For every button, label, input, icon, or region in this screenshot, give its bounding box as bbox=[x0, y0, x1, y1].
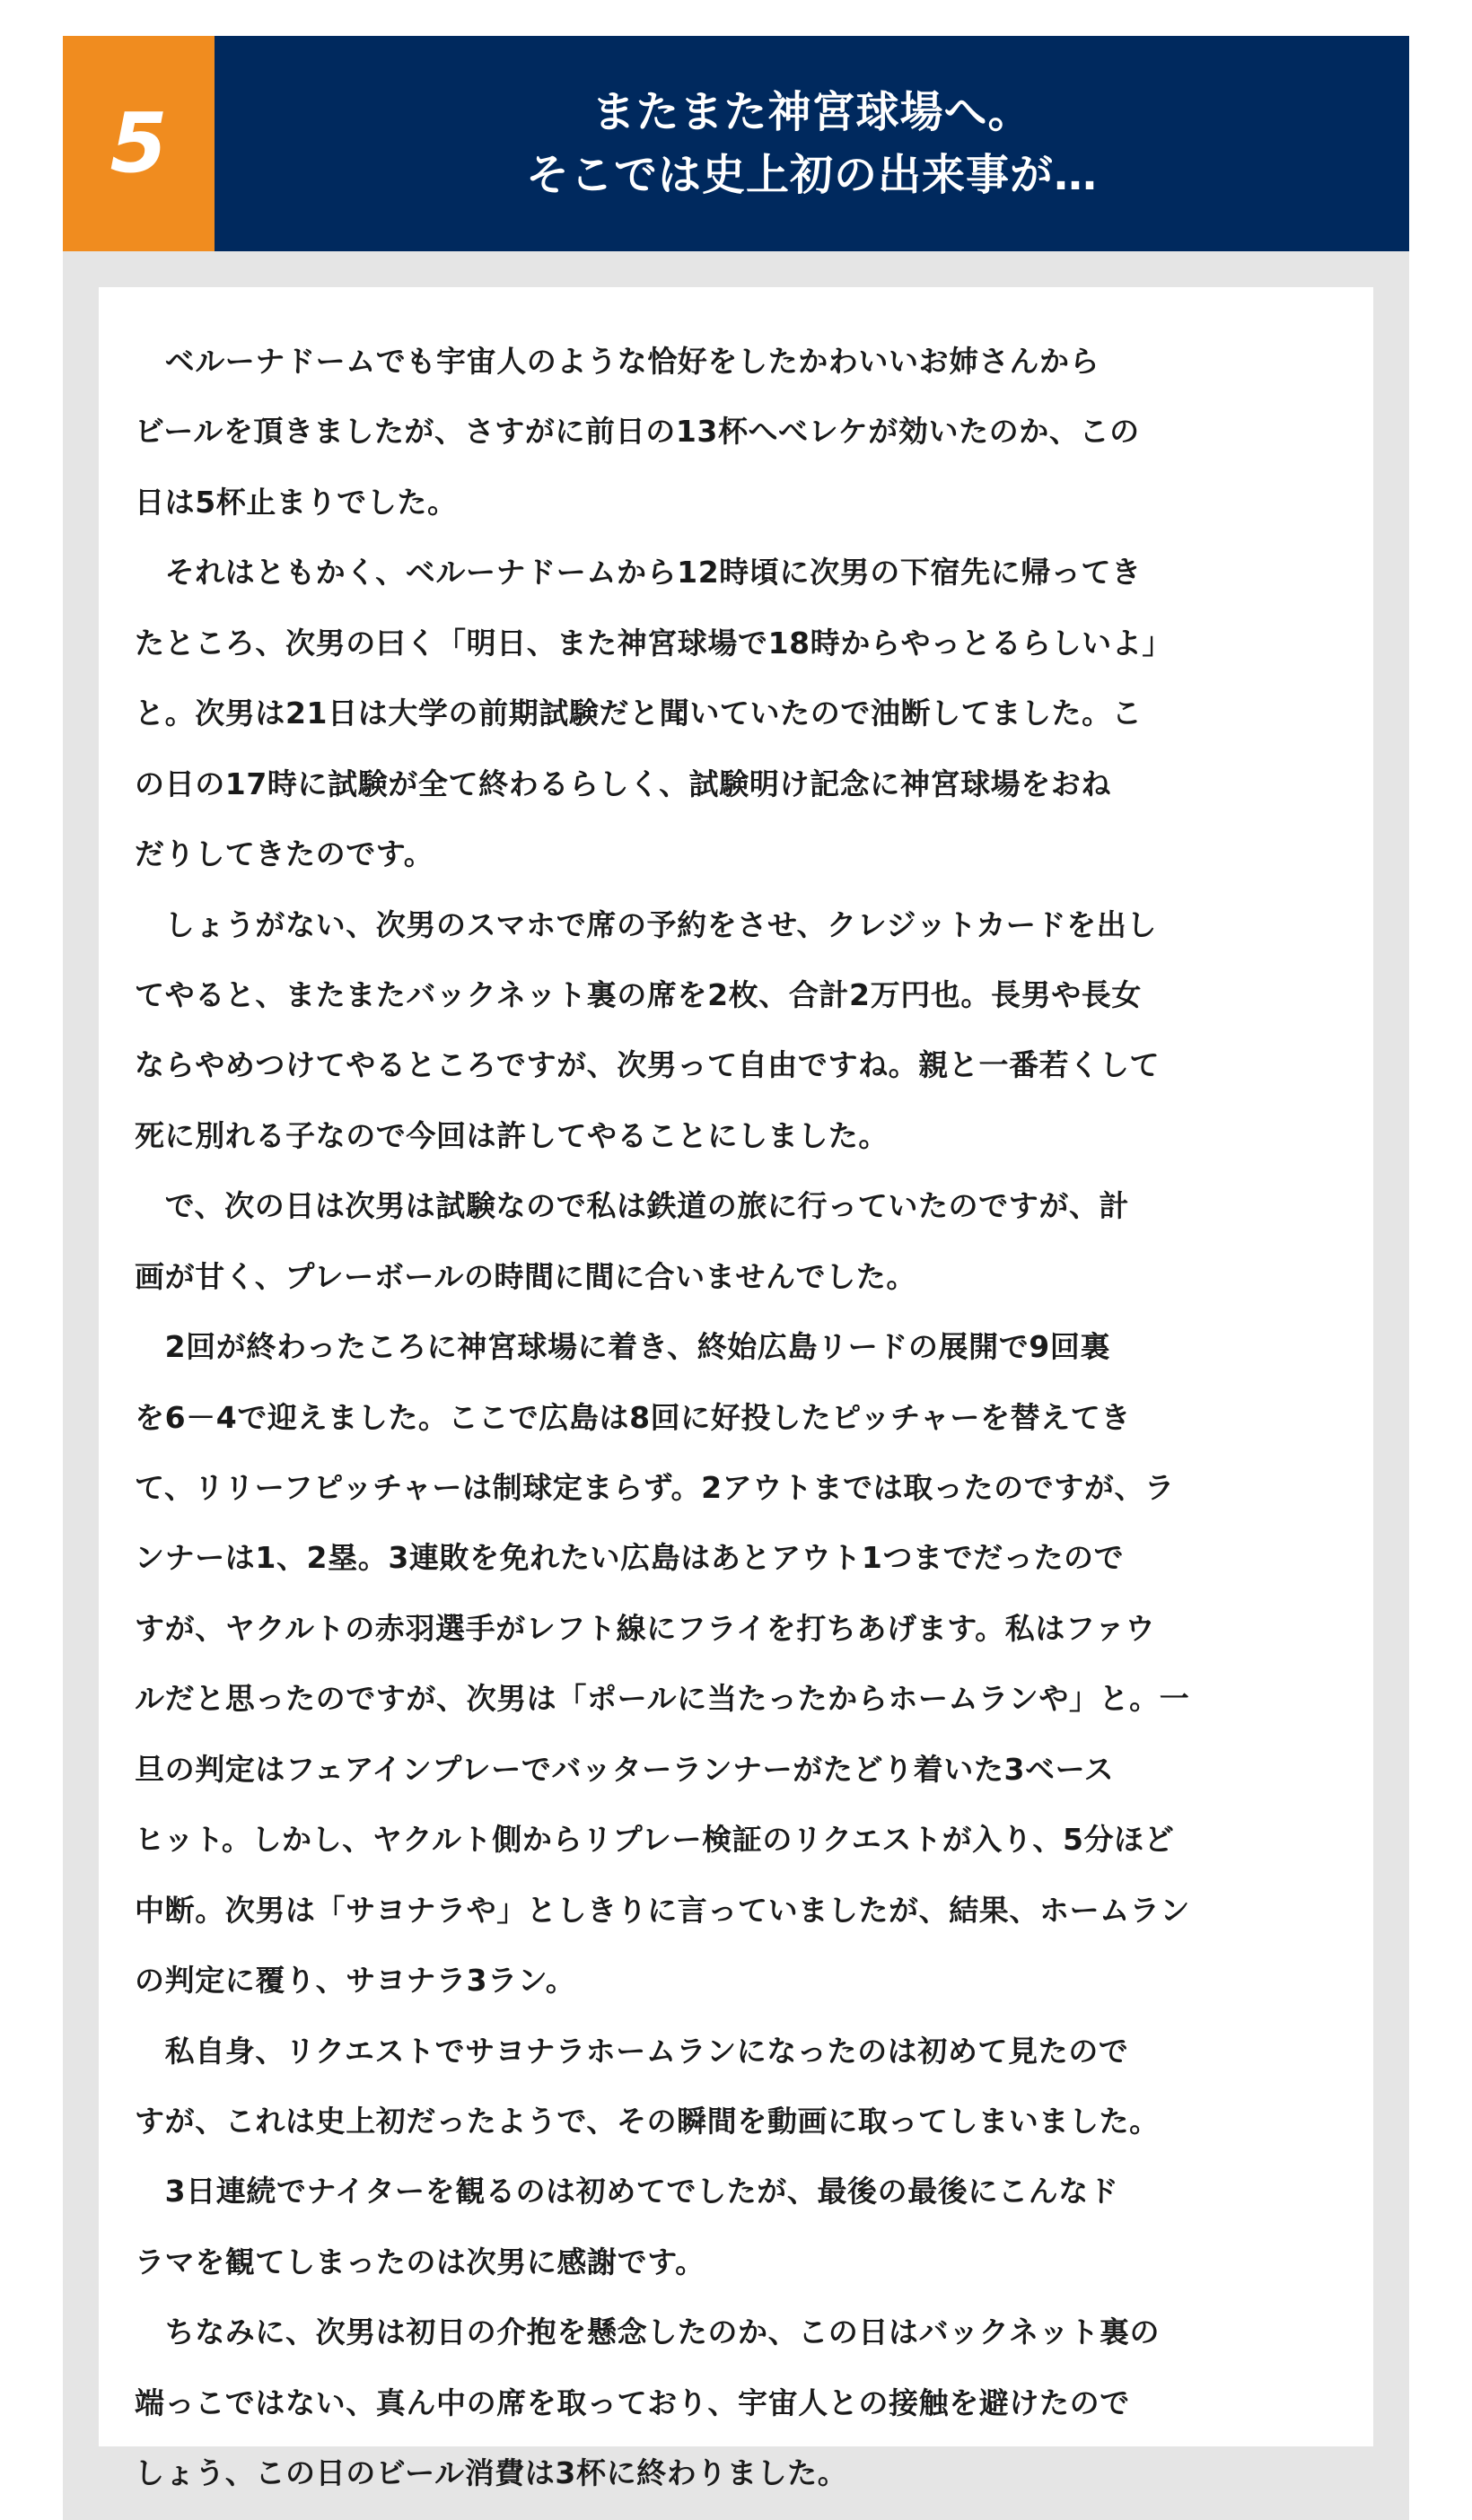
body-line: だりしてきたのです。 bbox=[135, 836, 434, 872]
body-line: しょうがない、次男のスマホで席の予約をさせ、クレジットカードを出し bbox=[135, 906, 1157, 942]
body-line: 端っこではない、真ん中の席を取っており、宇宙人との接触を避けたので bbox=[135, 2384, 1130, 2420]
body-line: 私自身、リクエストでサヨナラホームランになったのは初めて見たので bbox=[135, 2033, 1129, 2069]
body-line: ちなみに、次男は初日の介抱を懸念したのか、この日はバックネット裏の bbox=[135, 2314, 1161, 2350]
body-line: それはともかく、ベルーナドームから12時頃に次男の下宿先に帰ってき bbox=[135, 555, 1142, 591]
body-line: の日の17時に試験が全て終わるらしく、試験明け記念に神宮球場をおね bbox=[135, 766, 1112, 801]
section-title bbox=[215, 36, 1409, 251]
body-line: 日は5杯止まりでした。 bbox=[135, 484, 458, 520]
body-line: すが、これは史上初だったようで、その瞬間を動画に取ってしまいました。 bbox=[135, 2103, 1160, 2139]
section-title-line-2: そこでは史上初の出来事が… bbox=[525, 150, 1098, 200]
section-title-line-1: またまた神宮球場へ。 bbox=[591, 87, 1032, 137]
section-number-badge bbox=[63, 36, 215, 251]
body-line: の判定に覆り、サヨナラ3ラン。 bbox=[135, 1963, 576, 1999]
body-line: てやると、またまたバックネット裏の席を2枚、合計2万円也。長男や長女 bbox=[135, 976, 1142, 1012]
body-line: たところ、次男の曰く「明日、また神宮球場で18時からやっとるらしいよ」 bbox=[135, 625, 1172, 661]
body-line: で、次の日は次男は試験なので私は鉄道の旅に行っていたのですが、計 bbox=[135, 1188, 1130, 1224]
body-line: 2回が終わったころに神宮球場に着き、終始広島リードの展開で9回裏 bbox=[135, 1329, 1111, 1365]
body-line: 旦の判定はフェアインプレーでバッターランナーがたどり着いた3ベース bbox=[135, 1751, 1115, 1787]
section-number: 5 bbox=[110, 95, 168, 191]
body-line: すが、ヤクルトの赤羽選手がレフト線にフライを打ちあげます。私はファウ bbox=[135, 1610, 1156, 1646]
article-body-text bbox=[135, 327, 1337, 2509]
body-line: 画が甘く、プレーボールの時間に間に合いませんでした。 bbox=[135, 1258, 916, 1294]
body-line: ビールを頂きましたが、さすがに前日の13杯へべレケが効いたのか、この bbox=[135, 414, 1140, 450]
article-body-card bbox=[99, 287, 1373, 2491]
body-line: 中断。次男は「サヨナラや」としきりに言っていましたが、結果、ホームラン bbox=[135, 1892, 1190, 1928]
body-line: を6－4で迎えました。ここで広島は8回に好投したピッチャーを替えてき bbox=[135, 1399, 1131, 1435]
body-line: ラマを観てしまったのは次男に感謝です。 bbox=[135, 2244, 705, 2279]
body-line: 死に別れる子なので今回は許してやることにしました。 bbox=[135, 1117, 889, 1153]
section-header bbox=[63, 36, 1409, 251]
body-line: 3日連続でナイターを観るのは初めてでしたが、最後の最後にこんなド bbox=[135, 2174, 1119, 2209]
body-line: ベルーナドームでも宇宙人のような恰好をしたかわいいお姉さんから bbox=[135, 344, 1100, 379]
article-section bbox=[63, 36, 1409, 2520]
body-line: ルだと思ったのですが、次男は「ポールに当たったからホームランや」と。一 bbox=[135, 1681, 1190, 1717]
body-line: ならやめつけてやるところですが、次男って自由ですね。親と一番若くして bbox=[135, 1047, 1161, 1083]
body-line: と。次男は21日は大学の前期試験だと聞いていたので油断してました。こ bbox=[135, 696, 1143, 731]
body-line: しょう、この日のビール消費は3杯に終わりました。 bbox=[135, 2455, 848, 2491]
body-line: ヒット。しかし、ヤクルト側からリプレー検証のリクエストが入り、5分ほど bbox=[135, 1822, 1175, 1858]
body-line: て、リリーフピッチャーは制球定まらず。2アウトまでは取ったのですが、ラ bbox=[135, 1470, 1175, 1505]
body-line: ンナーは1、2塁。3連敗を免れたい広島はあとアウト1つまでだったので bbox=[135, 1540, 1125, 1576]
